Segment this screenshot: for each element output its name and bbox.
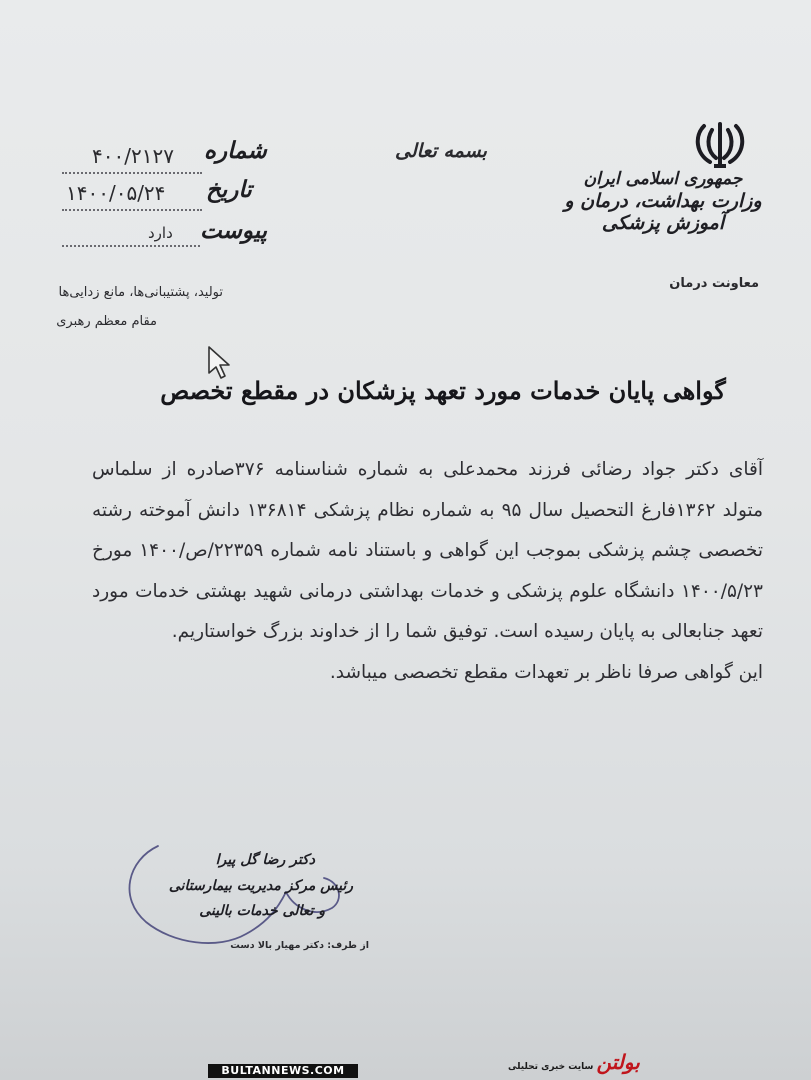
brand-tagline: سایت خبری تحلیلی	[508, 1062, 594, 1072]
body-paragraph-1: آقای دکتر جواد رضائی فرزند محمدعلی به شماره شناسنامه ۳۷۶صادره از سلماس متولد ۱۳۶۲فارغ التحصیل سال ۹۵ به شماره نظام پزشکی ۱۳۶۸۱۴ دانش آموخته رشته تخصصی چشم پزشکی بموجب این گواهی و باستناد نامه شماره ۲۲۳۵۹/ص/۱۴۰۰ مورخ ۱۴۰۰/۵/۲۳ دانشگاه علوم پزشکی و خدمات بهداشتی درمانی شهید بهشتی خدمات مورد تعهد جنابعالی به پایان رسیده است. توفیق شما را از خداوند بزرگ خواستاریم.	[92, 459, 764, 642]
signer-title-line1: رئیس مرکز مدیریت بیمارستانی	[168, 878, 353, 894]
number-dotted-line	[62, 172, 202, 174]
motto-line2: مقام معظم رهبری	[56, 314, 157, 329]
brand-logo-text: بولتن	[596, 1050, 640, 1074]
brand-logo	[508, 1050, 640, 1074]
deputy-label: معاونت درمان	[669, 276, 759, 291]
date-value: ۱۴۰۰/۰۵/۲۴	[66, 181, 166, 205]
watermark-url: BULTANNEWS.COM	[208, 1064, 358, 1078]
document-body	[92, 450, 763, 693]
motto-line1: تولید، پشتیبانی‌ها، مانع زدایی‌ها	[58, 285, 223, 300]
date-dotted-line	[62, 209, 202, 211]
ministry-line2: وزارت بهداشت، درمان و آموزش پزشکی	[564, 190, 762, 234]
date-label: تاریخ	[206, 176, 252, 203]
ministry-name	[563, 168, 763, 234]
number-value: ۴۰۰/۲۱۲۷	[92, 144, 174, 168]
document-title: گواهی پایان خدمات مورد تعهد پزشکان در مقطع تخصص	[160, 376, 726, 405]
signature-behalf-note: از طرف: دکتر مهیار بالا دست	[230, 940, 369, 951]
ministry-line1: جمهوری اسلامی ایران	[583, 169, 743, 189]
signer-name: دکتر رضا گل پیرا	[215, 852, 315, 868]
signer-title-line2: و تعالی خدمات بالینی	[199, 903, 325, 919]
bismillah: بسمه تعالی	[395, 140, 487, 162]
attachment-value: دارد	[148, 224, 173, 242]
attachment-dotted-line	[62, 245, 200, 247]
iran-emblem-icon	[690, 120, 750, 170]
attachment-label: پیوست	[200, 217, 268, 244]
number-label: شماره	[204, 137, 267, 164]
body-paragraph-2: این گواهی صرفا ناظر بر تعهدات مقطع تخصصی میباشد.	[329, 661, 763, 683]
